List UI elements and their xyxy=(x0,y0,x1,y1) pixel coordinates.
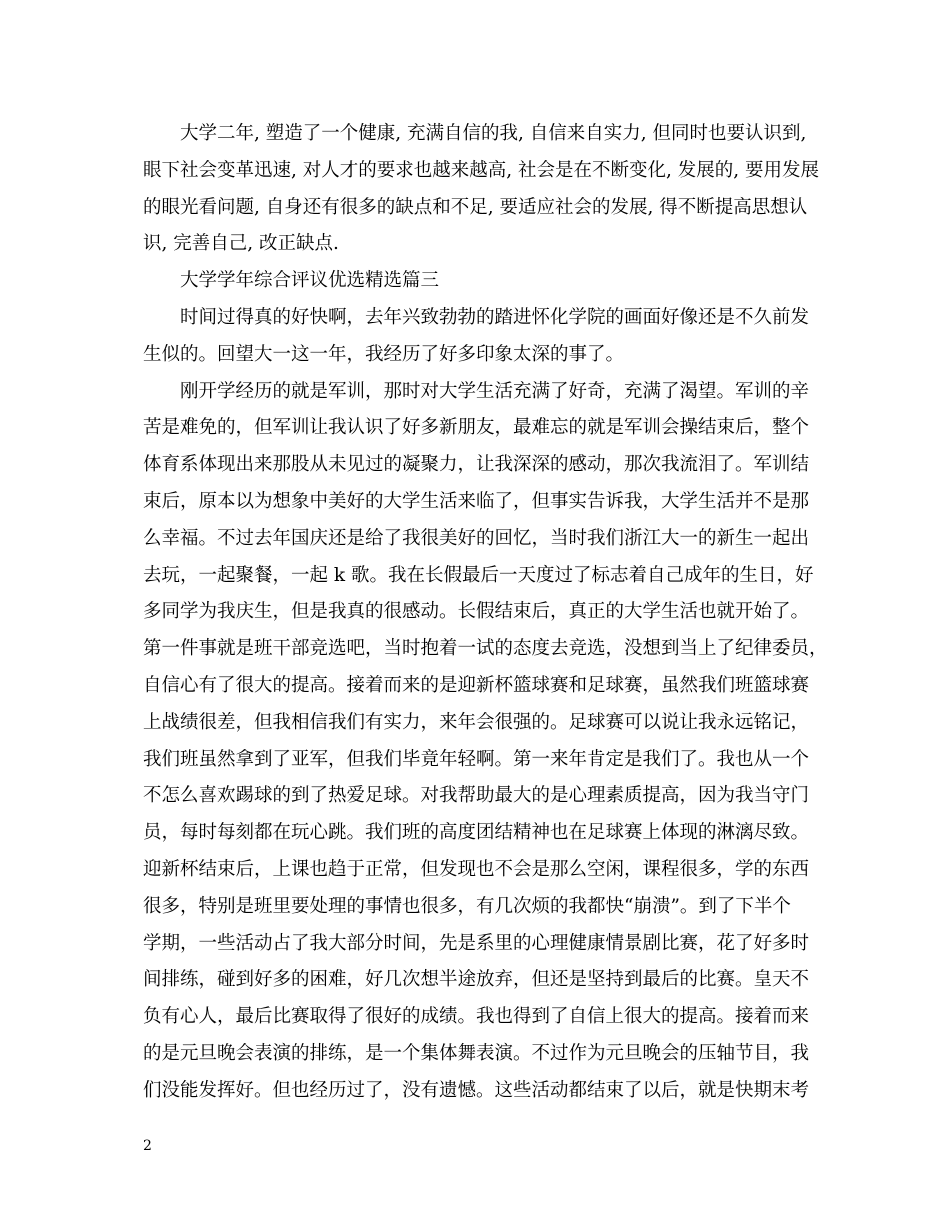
paragraph-line: 上战绩很差，但我相信我们有实力，来年会很强的。足球赛可以说让我永远铭记， xyxy=(143,711,810,733)
paragraph-line: 时间过得真的好快啊，去年兴致勃勃的踏进怀化学院的画面好像还是不久前发 xyxy=(180,306,810,328)
paragraph-line: 大学二年, 塑造了一个健康, 充满自信的我, 自信来自实力, 但同时也要认识到, xyxy=(180,123,807,144)
paragraph-line: 员，每时每刻都在玩心跳。我们班的高度团结精神也在足球赛上体现的淋漓尽致。 xyxy=(143,822,810,844)
page-number: 2 xyxy=(143,1138,152,1154)
paragraph-line: 苦是难免的，但军训让我认识了好多新朋友，最难忘的就是军训会操结束后，整个 xyxy=(143,417,810,439)
paragraph-line: 多同学为我庆生，但是我真的很感动。长假结束后，真正的大学生活也就开始了。 xyxy=(143,601,810,623)
paragraph-line: 们没能发挥好。但也经历过了，没有遗憾。这些活动都结束了以后，就是快期末考 xyxy=(143,1079,810,1101)
paragraph-line: 去玩，一起聚餐，一起 k 歌。我在长假最后一天度过了标志着自己成年的生日，好 xyxy=(143,564,814,586)
section-heading: 大学学年综合评议优选精选篇三 xyxy=(180,270,440,292)
body-text xyxy=(143,116,828,1110)
paragraph-line: 不怎么喜欢踢球的到了热爱足球。对我帮助最大的是心理素质提高，因为我当守门 xyxy=(143,785,810,807)
paragraph-line: 识, 完善自己, 改正缺点. xyxy=(143,233,339,255)
paragraph-line: 很多，特别是班里要处理的事情也很多，有几次烦的我都快“崩溃”。到了下半个 xyxy=(143,895,791,917)
paragraph-line: 第一件事就是班干部竞选吧，当时抱着一试的态度去竞选，没想到当上了纪律委员， xyxy=(143,638,828,660)
paragraph-line: 刚开学经历的就是军训，那时对大学生活充满了好奇，充满了渴望。军训的辛 xyxy=(180,380,810,402)
paragraph-line: 么幸福。不过去年国庆还是给了我很美好的回忆，当时我们浙江大一的新生一起出 xyxy=(143,527,810,549)
paragraph-line: 负有心人，最后比赛取得了很好的成绩。我也得到了自信上很大的提高。接着而来 xyxy=(143,1006,810,1028)
paragraph-line: 体育系体现出来那股从未见过的凝聚力，让我深深的感动，那次我流泪了。军训结 xyxy=(143,454,810,476)
paragraph-line: 的是元旦晚会表演的排练，是一个集体舞表演。不过作为元旦晚会的压轴节目，我 xyxy=(143,1042,810,1064)
paragraph-line: 束后，原本以为想象中美好的大学生活来临了，但事实告诉我，大学生活并不是那 xyxy=(143,490,810,512)
paragraph-line: 的眼光看问题, 自身还有很多的缺点和不足, 要适应社会的发展, 得不断提高思想认 xyxy=(143,196,808,218)
paragraph-line: 间排练，碰到好多的困难，好几次想半途放弃，但还是坚持到最后的比赛。皇天不 xyxy=(143,969,810,991)
paragraph-line: 学期，一些活动占了我大部分时间，先是系里的心理健康情景剧比赛，花了好多时 xyxy=(143,932,810,954)
paragraph-line: 我们班虽然拿到了亚军，但我们毕竟年轻啊。第一来年肯定是我们了。我也从一个 xyxy=(143,748,810,770)
paragraph-line: 眼下社会变革迅速, 对人才的要求也越来越高, 社会是在不断变化, 发展的, 要用发展 xyxy=(143,159,820,181)
paragraph-line: 自信心有了很大的提高。接着而来的是迎新杯篮球赛和足球赛，虽然我们班篮球赛 xyxy=(143,674,810,696)
paragraph-line: 迎新杯结束后，上课也趋于正常，但发现也不会是那么空闲，课程很多，学的东西 xyxy=(143,858,810,880)
paragraph-line: 生似的。回望大一这一年，我经历了好多印象太深的事了。 xyxy=(143,343,625,365)
